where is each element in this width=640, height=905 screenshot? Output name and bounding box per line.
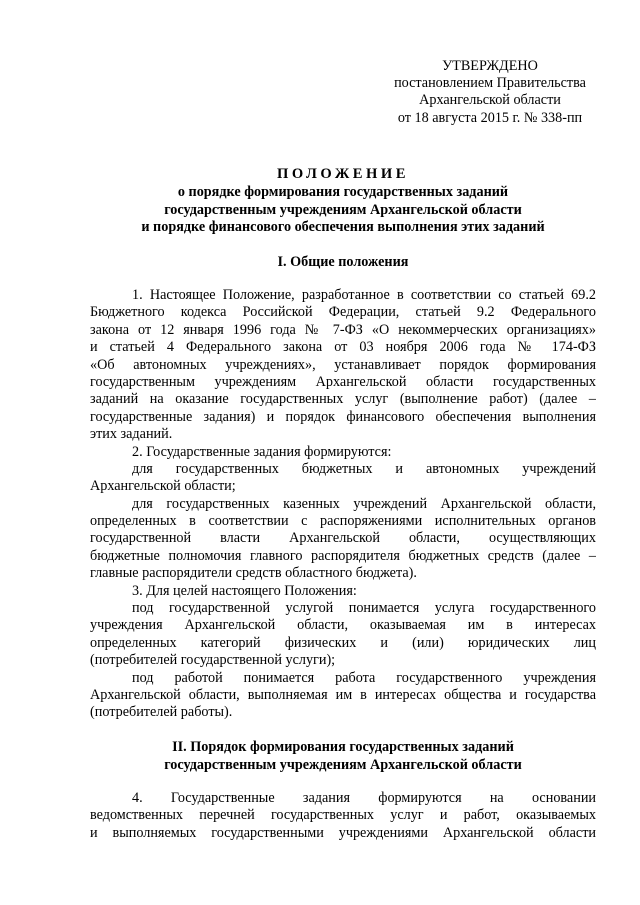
paragraph-line: ведомственных перечней государственных услуг и работ, оказываемых — [90, 807, 596, 824]
paragraph-line: под работой понимается работа государственного учреждения — [132, 669, 596, 686]
section-1-body — [90, 287, 596, 722]
section-heading: I. Общие положения — [277, 254, 409, 270]
section-2-body — [90, 790, 596, 842]
section-heading-line: государственным учреждениям Архангельской области — [164, 756, 522, 773]
title-line: о порядке формирования государственных заданий — [177, 184, 509, 200]
paragraph-line: Бюджетного кодекса Российской Федерации, статьей 9.2 Федерального — [90, 304, 596, 321]
paragraph-line: (потребителей работы). — [90, 704, 233, 721]
paragraph-line: под государственной услугой понимается услуга государственного — [132, 600, 596, 617]
approval-line: постановлением Правительства — [394, 75, 586, 92]
paragraph-line: определенных в соответствии с распоряжениями исполнительных органов — [90, 513, 596, 530]
paragraph-line: заданий на оказание государственных услуг (выполнение работ) (далее – — [90, 391, 596, 408]
paragraph-line: для государственных казенных учреждений Архангельской области, — [132, 495, 596, 512]
paragraph-line: бюджетные полномочия главного распорядителя бюджетных средств (далее – — [90, 547, 596, 564]
title-heading: ПОЛОЖЕНИЕ — [277, 166, 409, 182]
approval-line: Архангельской области — [419, 92, 561, 109]
paragraph-line: 2. Государственные задания формируются: — [132, 443, 392, 460]
section-heading — [90, 739, 596, 774]
approval-stamp — [378, 58, 602, 127]
paragraph-line: 4. Государственные задания формируются на основании — [132, 790, 596, 806]
paragraph-line: учреждения Архангельской области, оказываемая им в интересах — [90, 617, 596, 634]
paragraph-line: закона от 12 января 1996 года № 7-ФЗ «О некоммерческих организациях» — [90, 321, 596, 338]
paragraph-line: определенных категорий физических и (или) юридических лиц — [90, 634, 596, 651]
paragraph-line: 1. Настоящее Положение, разработанное в соответствии со статьей 69.2 — [132, 287, 596, 303]
title-line: и порядке финансового обеспечения выполнения этих заданий — [141, 219, 545, 236]
paragraph-line: государственным учреждениям Архангельской области государственных — [90, 373, 596, 390]
paragraph-line: государственной власти Архангельской области, осуществляющих — [90, 530, 596, 547]
section-heading-line: II. Порядок формирования государственных заданий — [172, 739, 514, 755]
approval-line: от 18 августа 2015 г. № 338-пп — [397, 109, 583, 126]
paragraph-line: и выполняемых государственными учреждениями Архангельской области — [90, 824, 596, 841]
paragraph-line: главные распорядители средств областного бюджета). — [90, 565, 417, 582]
paragraph-line: для государственных бюджетных и автономных учреждений — [132, 460, 596, 477]
paragraph-line: «Об автономных учреждениях», устанавливает порядок формирования — [90, 356, 596, 373]
paragraph-line: Архангельской области, выполняемая им в интересах общества и государства — [90, 686, 596, 703]
paragraph-line: Архангельской области; — [90, 478, 236, 495]
document-title — [90, 164, 596, 237]
title-line: государственным учреждениям Архангельской области — [164, 201, 522, 218]
paragraph-line: этих заданий. — [90, 426, 173, 443]
paragraph-line: и статьей 4 Федерального закона от 03 ноября 2006 года № 174-ФЗ — [90, 339, 596, 356]
paragraph-line: государственные задания) и порядок финансового обеспечения выполнения — [90, 408, 596, 425]
paragraph-line: 3. Для целей настоящего Положения: — [132, 582, 357, 599]
approval-label: УТВЕРЖДЕНО — [442, 58, 538, 74]
paragraph-line: (потребителей государственной услуги); — [90, 652, 336, 669]
